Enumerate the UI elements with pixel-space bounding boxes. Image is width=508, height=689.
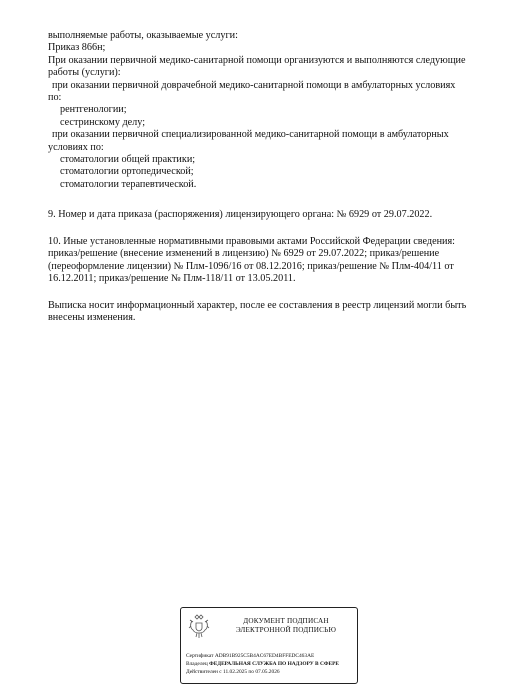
stamp-title-line: ЭЛЕКТРОННОЙ ПОДПИСЬЮ xyxy=(235,626,337,634)
text-line: При оказании первичной медико-санитарной помощи организуются и выполняются следующие xyxy=(48,54,466,66)
cert-label: Сертификат xyxy=(186,653,214,659)
coat-of-arms-icon xyxy=(188,614,210,640)
note xyxy=(48,300,488,325)
certificate-row xyxy=(186,653,314,660)
section-a-header: при оказании первичной доврачебной медико-санитарной помощи в амбулаторных условиях xyxy=(52,79,456,91)
text-line: Приказ 866н; xyxy=(48,42,106,54)
document-text xyxy=(48,30,488,191)
text-line: 10. Иные установленные нормативными правовыми актами Российской Федерации сведения: xyxy=(48,236,456,247)
stamp-title xyxy=(219,617,353,635)
section-b-header: при оказании первичной специализированной медико-санитарной помощи в амбулаторных xyxy=(52,129,449,141)
cert-value: ADB91B925C5B4AC67ED4BFFEDC463AE xyxy=(214,653,315,659)
section-a-item: сестринскому делу; xyxy=(60,116,146,128)
section-b-item: стоматологии терапевтической. xyxy=(60,178,197,190)
section-b-header-cont: условиях по: xyxy=(48,141,104,153)
validity-row xyxy=(186,669,280,676)
section-a-item: рентгенологии; xyxy=(60,104,127,116)
owner-row xyxy=(186,661,339,668)
stamp-title-line: ДОКУМЕНТ ПОДПИСАН xyxy=(243,617,329,625)
signature-stamp xyxy=(180,607,358,684)
text-line: работы (услуги): xyxy=(48,67,121,79)
item-9-text: 9. Номер и дата приказа (распоряжения) лицензирующего органа: № 6929 от 29.07.2022. xyxy=(48,209,433,220)
owner-value: ФЕДЕРАЛЬНАЯ СЛУЖБА ПО НАДЗОРУ В СФЕРЕ xyxy=(209,661,339,667)
section-b-item: стоматологии ортопедической; xyxy=(60,166,194,178)
text-line: выполняемые работы, оказываемые услуги: xyxy=(48,30,238,41)
text-line: 16.12.2011; приказ/решение № Плм-118/11 от 13.05.2011. xyxy=(48,273,296,285)
text-line: (переоформление лицензии) № Плм-1096/16 от 08.12.2016; приказ/решение № Плм-404/11 от xyxy=(48,260,454,272)
section-a-header-cont: по: xyxy=(48,92,62,104)
text-line: приказ/решение (внесение изменений в лицензию) № 6929 от 29.07.2022; приказ/решение xyxy=(48,248,440,260)
text-line: внесены изменения. xyxy=(48,312,136,324)
valid-label: Действителен с 11.02.2025 по 07.05.2026 xyxy=(186,669,280,675)
owner-label: Владелец xyxy=(186,661,208,667)
section-b-item: стоматологии общей практики; xyxy=(60,154,196,166)
item-9 xyxy=(48,209,488,221)
text-line: Выписка носит информационный характер, после ее составления в реестр лицензий могли быть xyxy=(48,300,467,311)
item-10 xyxy=(48,236,488,286)
